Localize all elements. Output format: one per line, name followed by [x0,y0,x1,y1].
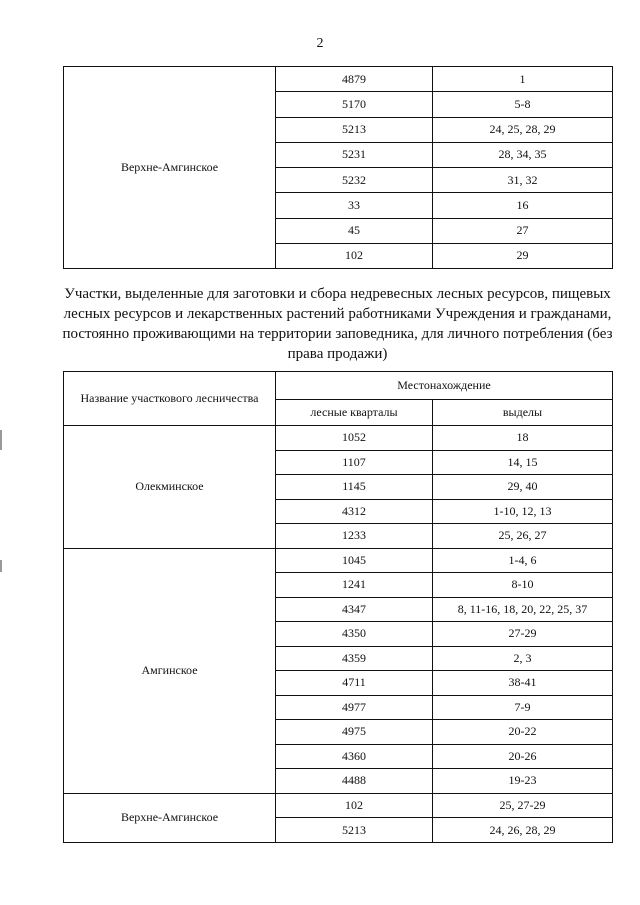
quarter-cell: 5232 [276,168,433,193]
forestry-name-cell: Амгинское [64,548,276,793]
header-location: Местонахождение [276,372,613,400]
plots-cell: 18 [433,426,613,451]
header-row-top [64,372,613,400]
quarter-cell: 1052 [276,426,433,451]
quarter-cell: 5213 [276,818,433,843]
quarter-cell: 4347 [276,597,433,622]
page-number: 2 [316,36,324,51]
plots-cell: 27-29 [433,622,613,647]
plots-cell: 19-23 [433,769,613,794]
plots-cell: 29, 40 [433,475,613,500]
header-quarters: лесные кварталы [276,400,433,426]
plots-cell: 20-26 [433,744,613,769]
quarter-cell: 4359 [276,646,433,671]
quarter-cell: 1045 [276,548,433,573]
plots-cell: 8-10 [433,573,613,598]
plots-table-header [64,372,613,426]
plots-cell: 31, 32 [433,168,613,193]
quarter-cell: 4350 [276,622,433,647]
plots-cell: 25, 27-29 [433,793,613,818]
header-plots: выделы [433,400,613,426]
table-row [64,426,613,451]
section-heading: Участки, выделенные для заготовки и сбора недревесных лесных ресурсов, пищевых лесных ресурсов и лекарственных растений работниками Учреждения и гражданами, постоянно проживающими на территории заповедника, для личного потребления (без права продажи) [62,286,613,362]
plots-cell: 24, 26, 28, 29 [433,818,613,843]
forestry-name-cell: Верхне-Амгинское [64,793,276,842]
quarter-cell: 1145 [276,475,433,500]
quarter-cell: 4879 [276,67,433,92]
plots-cell: 28, 34, 35 [433,142,613,167]
quarter-cell: 45 [276,218,433,243]
forestry-name-cell: Олекминское [64,426,276,549]
quarter-cell: 4312 [276,499,433,524]
plots-cell: 1-10, 12, 13 [433,499,613,524]
plots-cell: 1 [433,67,613,92]
quarter-cell: 5213 [276,117,433,142]
quarter-cell: 102 [276,243,433,268]
binding-edge-mark [0,430,2,450]
plots-table [63,371,613,843]
plots-cell: 5-8 [433,92,613,117]
plots-cell: 8, 11-16, 18, 20, 22, 25, 37 [433,597,613,622]
plots-cell: 27 [433,218,613,243]
quarter-cell: 4488 [276,769,433,794]
plots-cell: 7-9 [433,695,613,720]
quarter-cell: 1233 [276,524,433,549]
quarter-cell: 102 [276,793,433,818]
table-row [64,67,613,92]
plots-cell: 24, 25, 28, 29 [433,117,613,142]
table-row [64,793,613,818]
quarter-cell: 4975 [276,720,433,745]
quarter-cell: 5231 [276,142,433,167]
plots-cell: 38-41 [433,671,613,696]
quarter-cell: 4360 [276,744,433,769]
plots-cell: 14, 15 [433,450,613,475]
quarter-cell: 1241 [276,573,433,598]
plots-table-body [64,426,613,843]
plots-cell: 20-22 [433,720,613,745]
forestry-name-cell: Верхне-Амгинское [64,67,276,269]
quarter-cell: 33 [276,193,433,218]
continuation-table [63,66,613,269]
plots-cell: 29 [433,243,613,268]
plots-cell: 2, 3 [433,646,613,671]
binding-edge-mark [0,560,2,572]
continuation-table-body [64,67,613,269]
plots-cell: 1-4, 6 [433,548,613,573]
header-forestry-name: Название участкового лесничества [64,372,276,426]
plots-cell: 16 [433,193,613,218]
quarter-cell: 1107 [276,450,433,475]
quarter-cell: 5170 [276,92,433,117]
quarter-cell: 4711 [276,671,433,696]
quarter-cell: 4977 [276,695,433,720]
plots-cell: 25, 26, 27 [433,524,613,549]
table-row [64,548,613,573]
